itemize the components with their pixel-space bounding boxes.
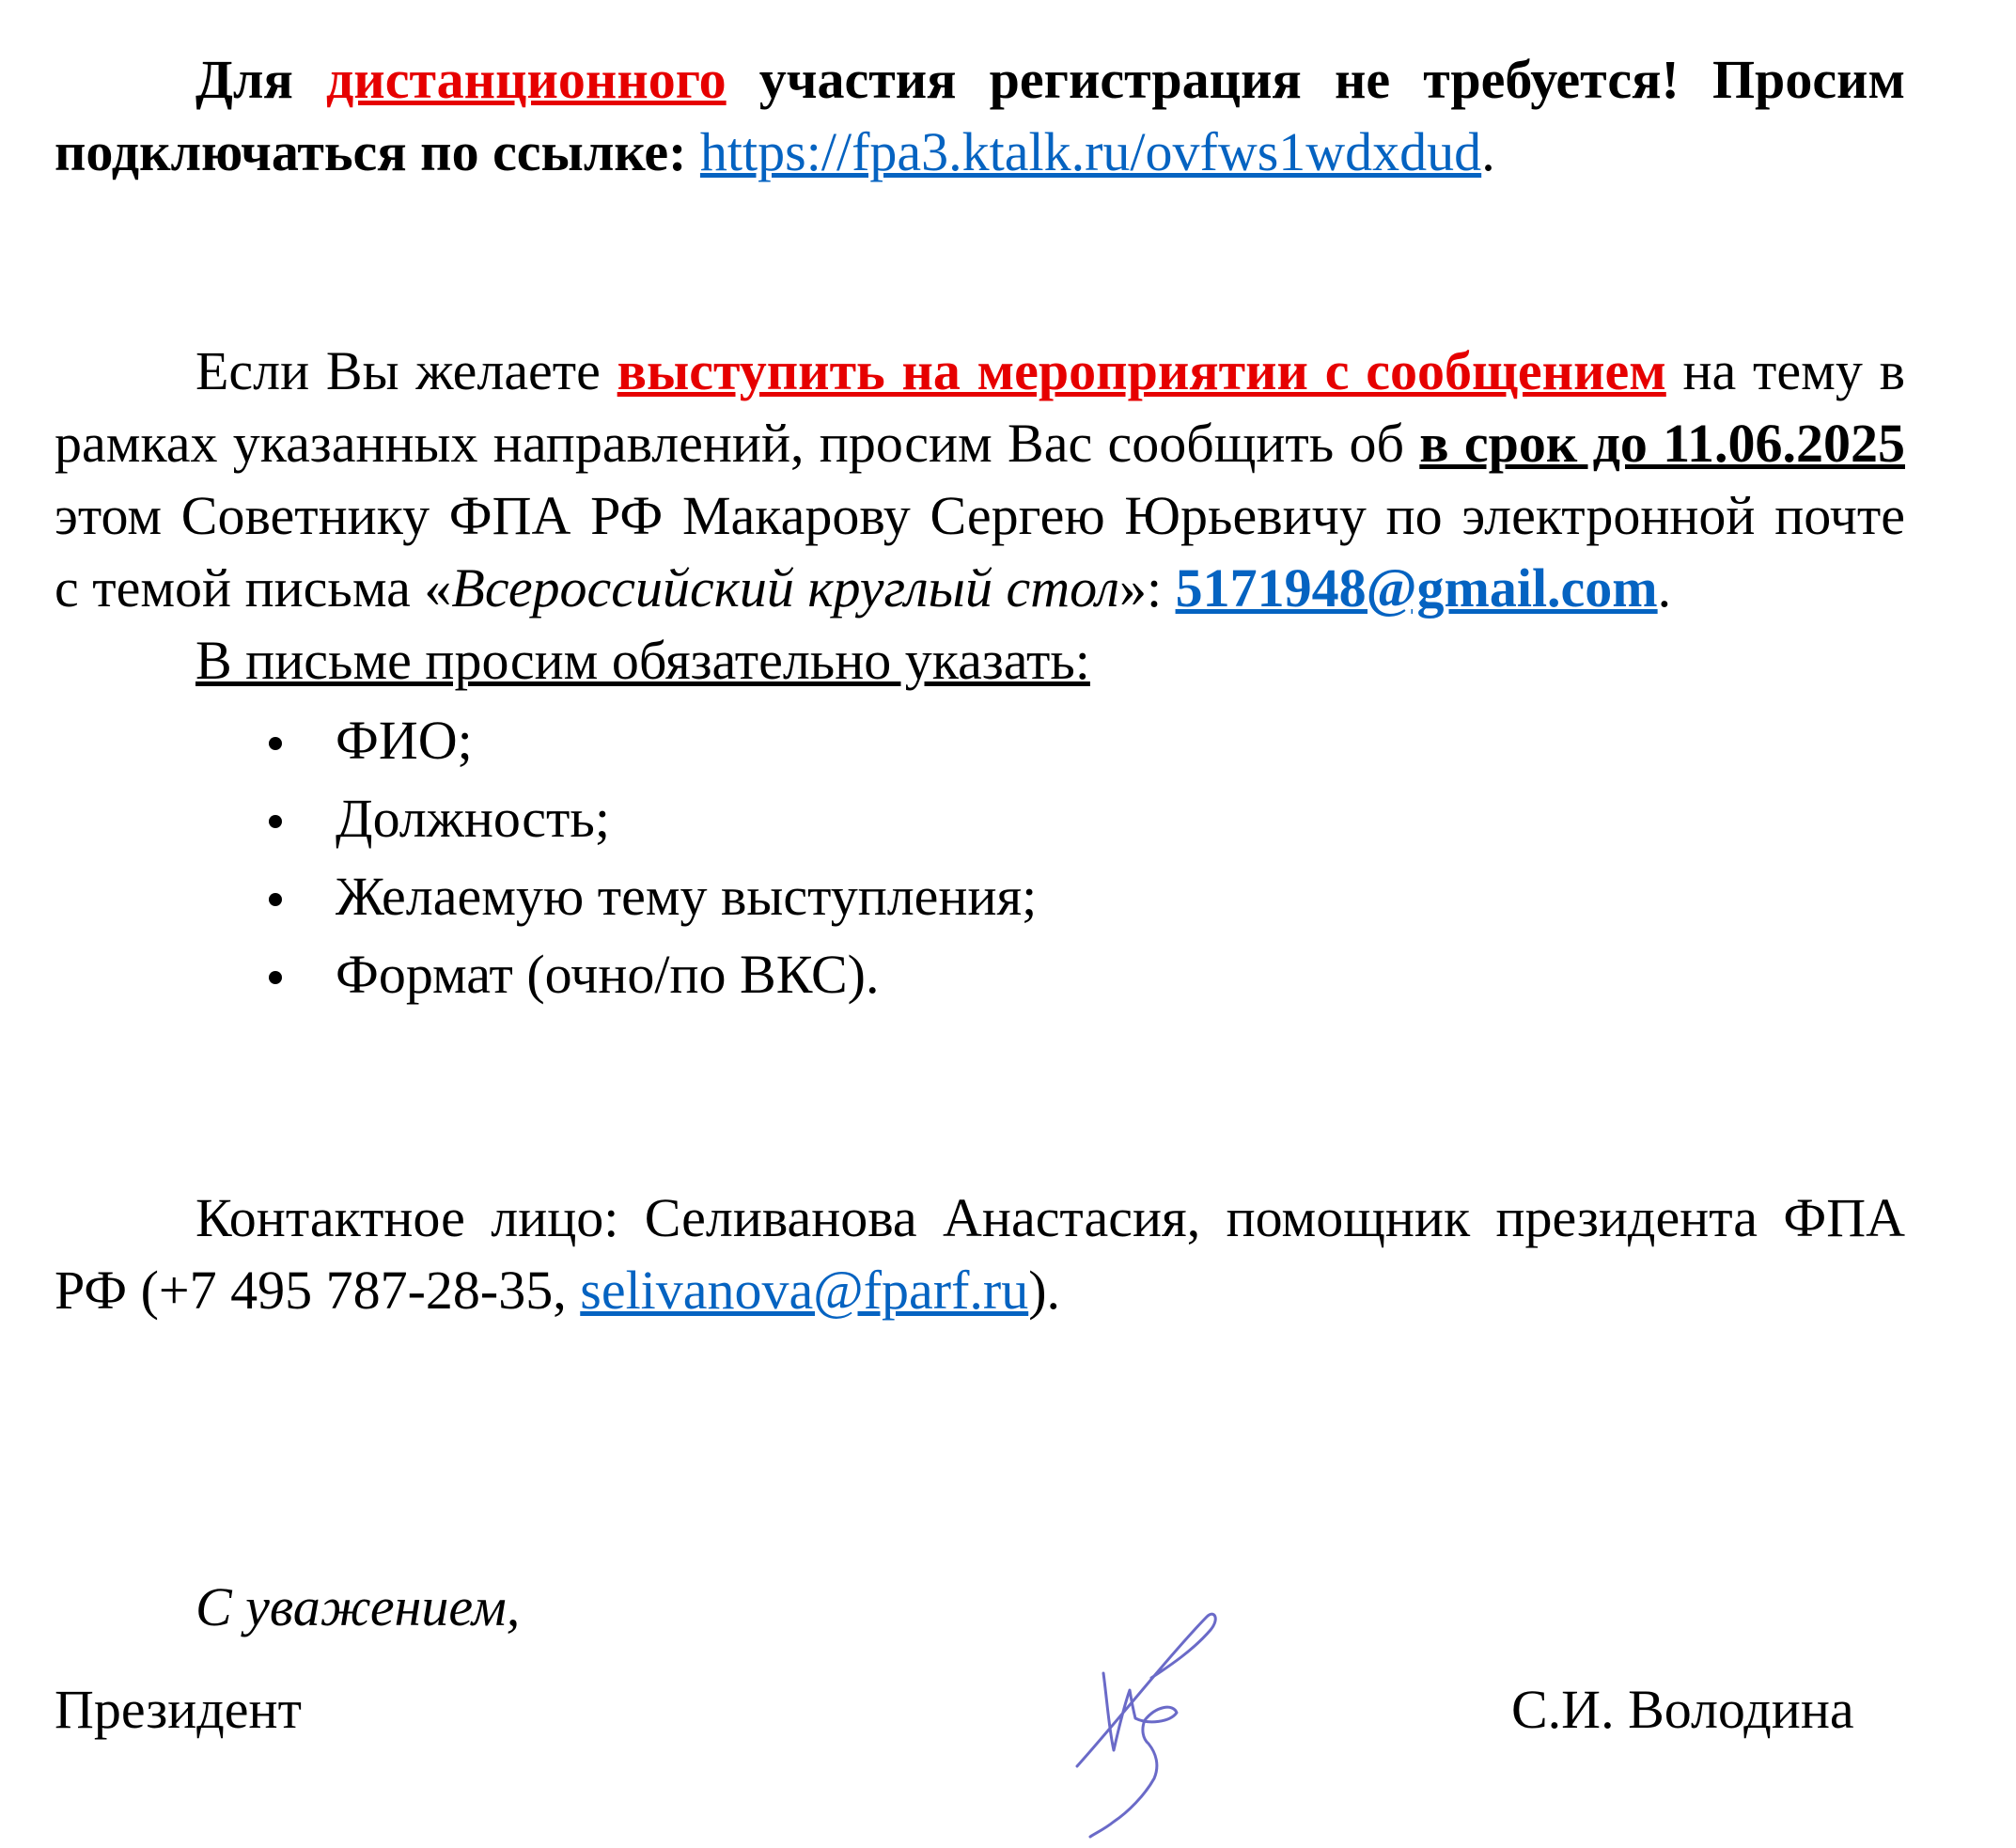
speaker-email-link[interactable]: 5171948@gmail.com	[1175, 557, 1658, 619]
signatory-name: С.И. Володина	[1511, 1679, 1854, 1740]
deadline-text: в срок до 11.06.2025	[1419, 413, 1905, 474]
contact-line-1	[195, 1182, 1905, 1254]
bullet-icon	[269, 893, 282, 906]
bullet-icon	[269, 815, 282, 828]
list-item-text: ФИО;	[336, 710, 473, 771]
remote-participation-line-1	[195, 43, 1905, 116]
list-item-text: Должность;	[336, 788, 610, 849]
list-item	[269, 782, 610, 854]
list-item	[269, 938, 879, 1010]
signatory-position: Президент	[55, 1679, 302, 1740]
contact-person-text: Контактное лицо: Селиванова Анастасия, помощник президента ФПА	[195, 1187, 1905, 1248]
subject-end-text: .	[1657, 557, 1672, 619]
contact-end-text: ).	[1028, 1260, 1061, 1321]
speaker-request-line-1	[195, 335, 1905, 407]
list-item	[269, 704, 473, 776]
contact-phone-text: РФ (+7 495 787-28-35,	[55, 1260, 581, 1321]
list-item	[269, 860, 1037, 932]
list-item-text: Желаемую тему выступления;	[336, 866, 1038, 927]
speaker-highlight-text: выступить на мероприятии с сообщением	[617, 340, 1666, 401]
speaker-request-line-4	[55, 552, 1671, 624]
ktalk-link[interactable]: https://fpa3.ktalk.ru/ovfws1wdxdud	[699, 121, 1482, 182]
remote-link-lead-text: подключаться по ссылке:	[55, 121, 700, 182]
remote-link-end-text: .	[1481, 121, 1495, 182]
bullet-icon	[269, 737, 282, 750]
signature-stroke	[1077, 1614, 1215, 1837]
speaker-line3-text: этом Советнику ФПА РФ Макарову Сергею Юрьевичу по электронной почте	[55, 485, 1905, 546]
signature	[1062, 1598, 1231, 1842]
remote-highlight-text: дистанционного	[325, 49, 727, 110]
speaker-rest-text: на тему в	[1665, 340, 1905, 401]
speaker-lead-text: Если Вы желаете	[195, 340, 617, 401]
speaker-request-line-2	[55, 407, 1905, 479]
speaker-request-line-3	[55, 479, 1905, 552]
email-subject-text: Всероссийский круглый стол	[451, 557, 1119, 619]
remote-participation-line-2	[55, 116, 1495, 188]
contact-line-2	[55, 1254, 1060, 1326]
remote-rest-text: участия регистрация не требуется! Просим	[726, 49, 1905, 110]
subject-mid-text: »:	[1118, 557, 1176, 619]
list-item-text: Формат (очно/по ВКС).	[336, 944, 880, 1005]
remote-lead-text: Для	[195, 49, 326, 110]
contact-email-link[interactable]: selivanova@fparf.ru	[580, 1260, 1029, 1321]
bullet-icon	[269, 971, 282, 984]
speaker-line2-text: рамках указанных направлений, просим Вас сообщить об	[55, 413, 1420, 474]
salutation: С уважением,	[195, 1576, 521, 1637]
requirements-heading: В письме просим обязательно указать:	[195, 630, 1090, 691]
subject-lead-text: с темой письма «	[55, 557, 452, 619]
